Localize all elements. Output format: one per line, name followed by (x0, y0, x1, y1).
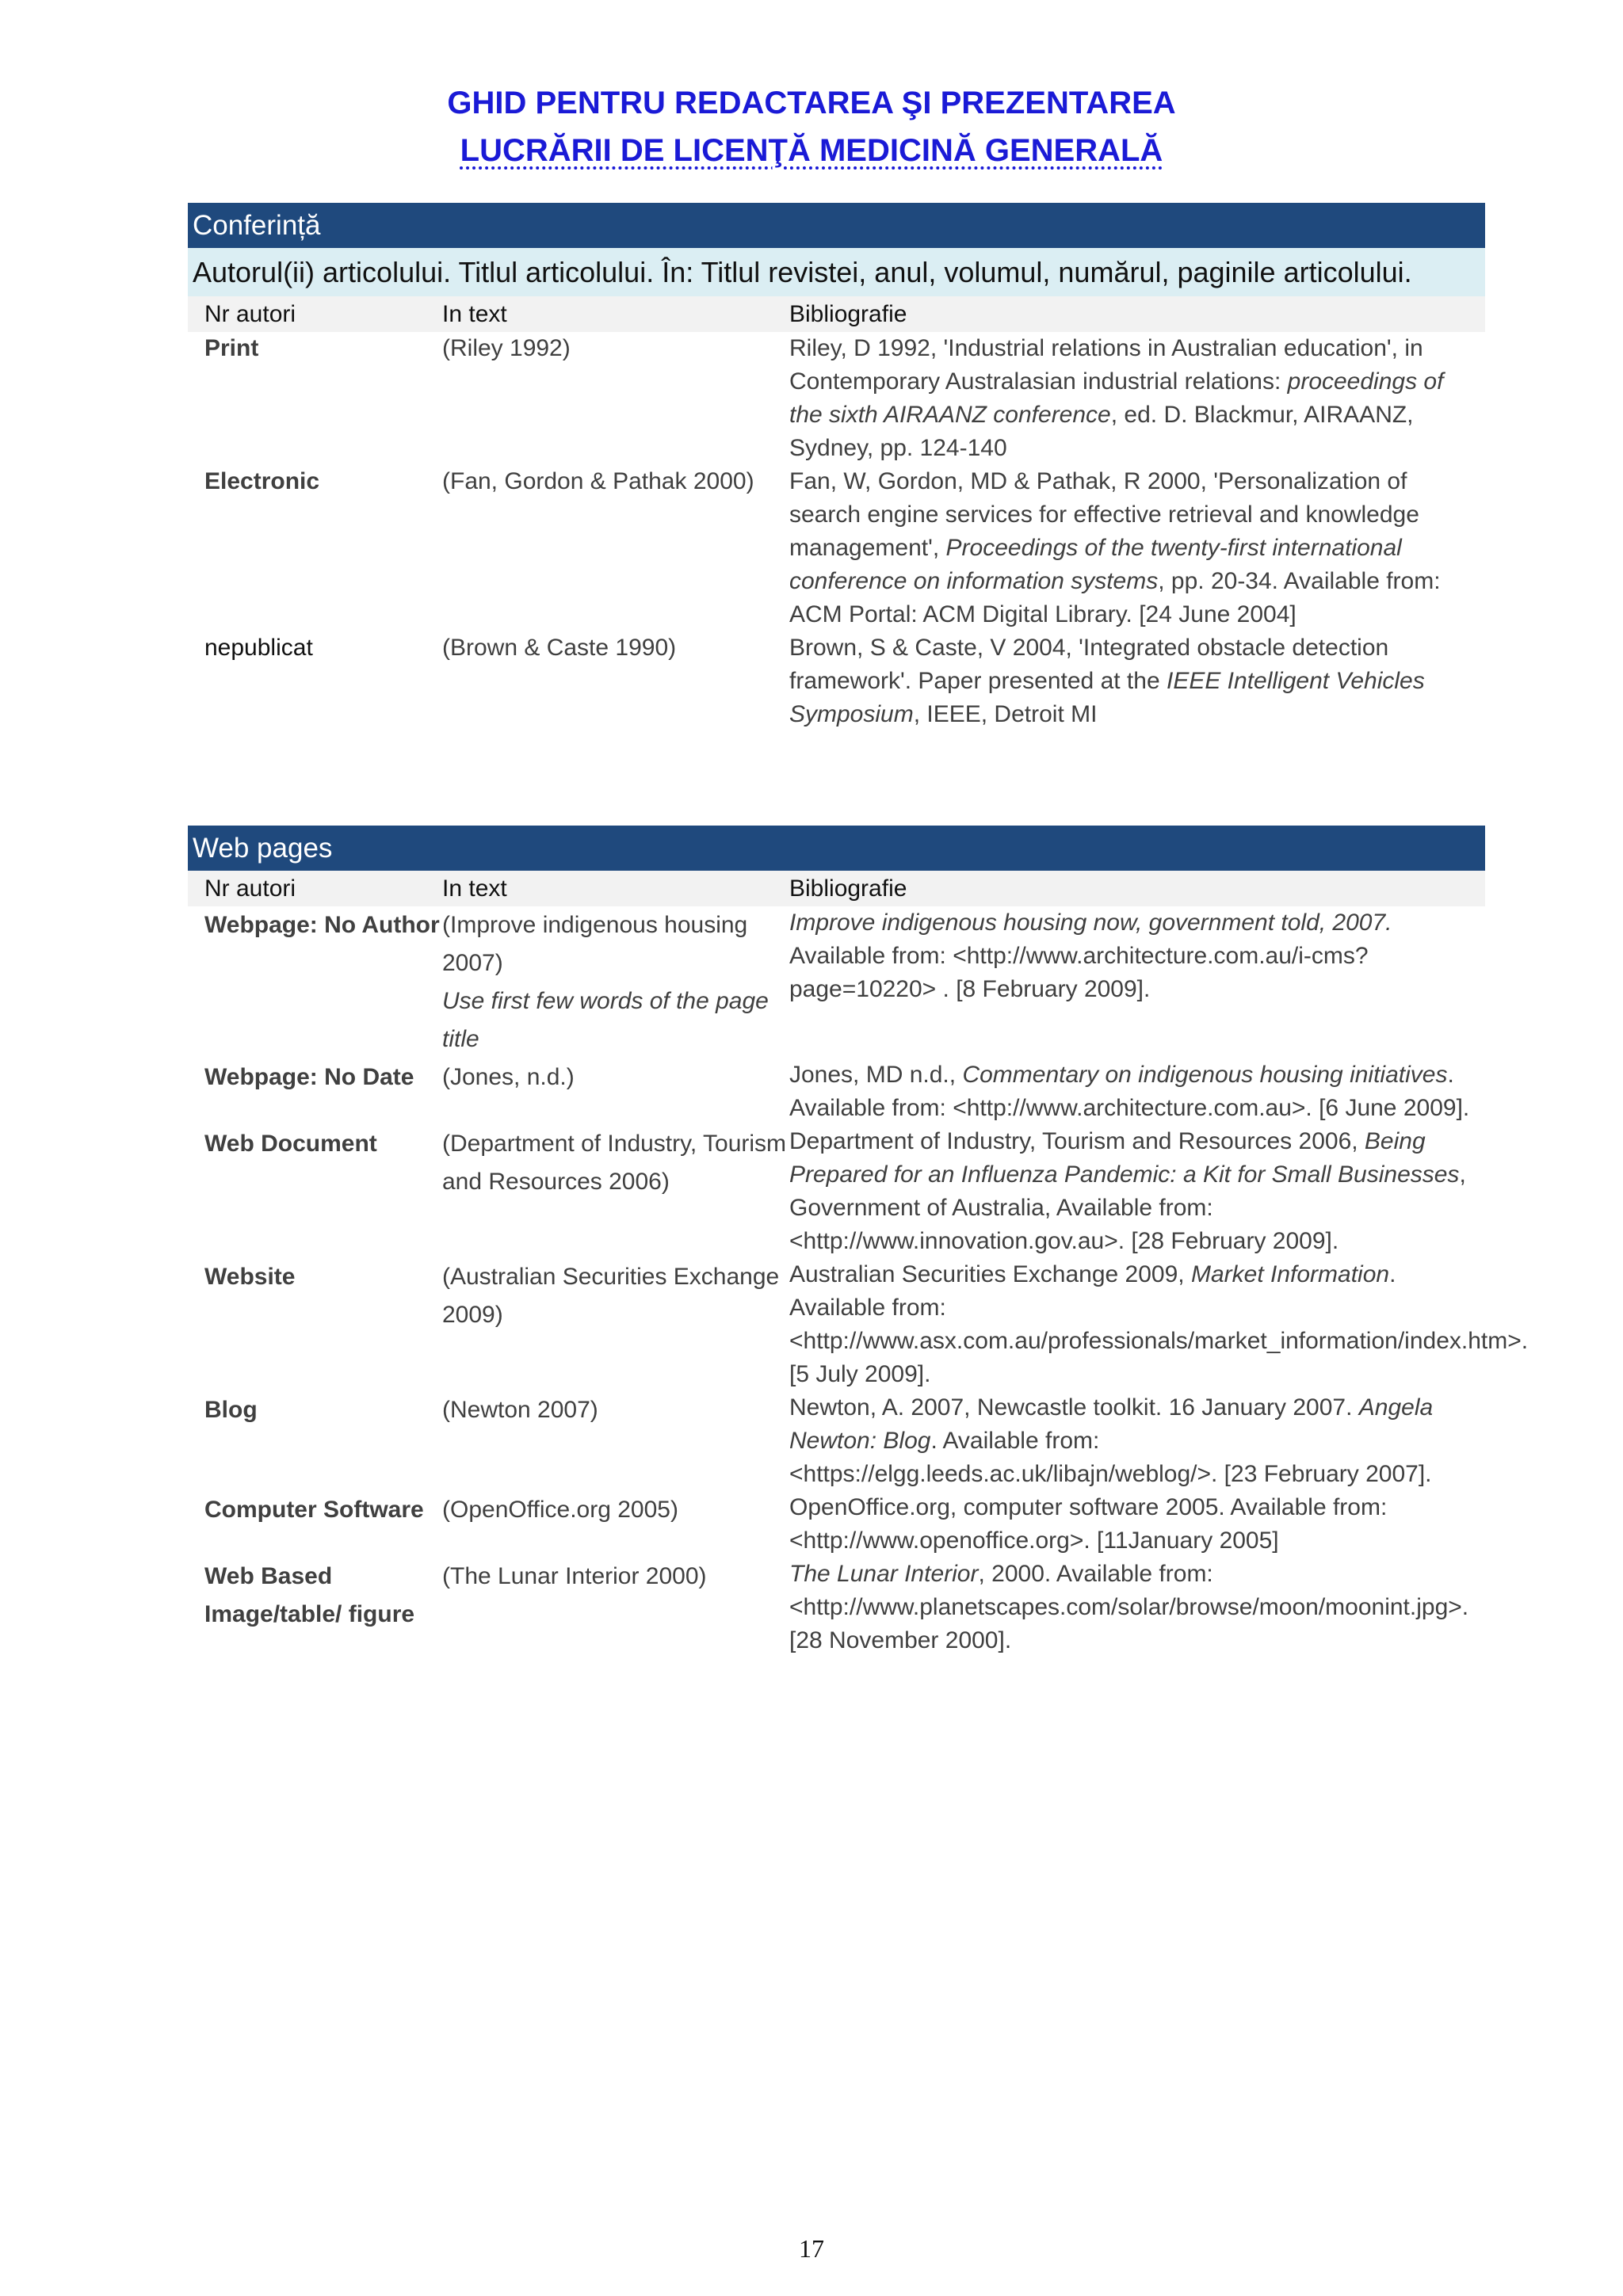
in-text-value: (Australian Securities Exchange 2009) (442, 1264, 780, 1328)
table-row (188, 631, 1485, 731)
in-text-citation (442, 1491, 789, 1558)
bibliography-entry (789, 1258, 1529, 1391)
bibliography-italic-segment: Market Information (1190, 1261, 1390, 1287)
page-header (0, 79, 1623, 174)
bibliography-segment: , pp. 20-34. Available from: ACM Portal: ACM Digital Library. [24 June 2004] (789, 568, 1441, 627)
table-row (188, 465, 1485, 631)
row-label: Web Document (204, 1131, 377, 1157)
section-web-pages (188, 826, 1529, 1657)
bibliography-italic-segment: Angela Newton: Blog (789, 1394, 1434, 1454)
bibliography-italic-segment: Commentary on indigenous housing initiatives (962, 1062, 1448, 1088)
bibliography-segment: , 2000. Available from:<http://www.planetscapes.com/solar/browse/moon/moonint.jpg>. [28 November 2000]. (789, 1561, 1469, 1653)
section-conferinta (188, 203, 1485, 731)
bibliography-entry (789, 1125, 1485, 1258)
row-label: nepublicat (204, 635, 313, 661)
column-header-bibliografie: Bibliografie (789, 875, 907, 902)
bibliography-entry (789, 1491, 1485, 1558)
bibliography-entry (789, 631, 1485, 731)
bibliography-segment: Australian Securities Exchange 2009, (789, 1261, 1191, 1287)
in-text-citation (442, 465, 789, 631)
table-row (188, 906, 1485, 1058)
row-label: Print (204, 335, 259, 361)
bibliography-entry (789, 906, 1485, 1058)
in-text-citation (442, 631, 789, 731)
table-row (188, 1125, 1485, 1258)
bibliography-italic-segment: Improve indigenous housing now, government told, 2007. (789, 910, 1392, 936)
bibliography-segment: OpenOffice.org, computer software 2005. Available from: <http://www.openoffice.org>. [11January 2005] (789, 1494, 1388, 1554)
table-row (188, 332, 1485, 465)
in-text-citation (442, 1058, 789, 1125)
in-text-citation (442, 1125, 789, 1258)
bibliography-segment: . Available from: <http://www.architecture.com.au>. [6 June 2009]. (789, 1062, 1470, 1121)
table-row (188, 1258, 1529, 1391)
in-text-value: (Department of Industry, Tourism and Resources 2006) (442, 1131, 787, 1195)
bibliography-segment: , Government of Australia, Available from: <http://www.innovation.gov.au>. [28 February 2009]. (789, 1161, 1466, 1254)
row-label: Website (204, 1264, 296, 1290)
in-text-citation (442, 332, 789, 465)
in-text-value: (Improve indigenous housing 2007) (442, 912, 748, 976)
bibliography-entry (789, 1558, 1485, 1657)
table-row (188, 1058, 1485, 1125)
in-text-citation (442, 1391, 789, 1491)
header-line-2: LUCRĂRII DE LICENŢĂ MEDICINĂ GENERALĂ (460, 133, 1163, 168)
bibliography-italic-segment: proceedings of the sixth AIRAANZ conference (789, 368, 1444, 428)
bibliography-italic-segment: Proceedings of the twenty-first international conference on information systems (789, 535, 1402, 594)
in-text-value: (Jones, n.d.) (442, 1064, 575, 1090)
section-title: Conferință (188, 203, 1485, 248)
row-label: Web Based Image/table/ figure (204, 1563, 415, 1627)
bibliography-segment: . Available from:<https://elgg.leeds.ac.uk/libajn/weblog/>. [23 February 2007]. (789, 1428, 1432, 1487)
bibliography-segment: Brown, S & Caste, V 2004, 'Integrated obstacle detection framework'. Paper presented at the (789, 635, 1389, 694)
row-label: Blog (204, 1397, 258, 1423)
bibliography-italic-segment: IEEE Intelligent Vehicles Symposium (789, 668, 1425, 727)
column-header-nr-autori: Nr autori (204, 301, 296, 327)
bibliography-segment: Riley, D 1992, 'Industrial relations in Australian education', in Contemporary Australasian industrial relations: (789, 335, 1423, 395)
bibliography-entry (789, 332, 1485, 465)
in-text-citation (442, 1258, 789, 1391)
bibliography-italic-segment: The Lunar Interior (789, 1561, 979, 1587)
header-line-1: GHID PENTRU REDACTAREA ŞI PREZENTAREA (447, 86, 1176, 120)
in-text-value: (The Lunar Interior 2000) (442, 1563, 707, 1589)
row-label: Webpage: No Date (204, 1064, 414, 1090)
in-text-value: (Fan, Gordon & Pathak 2000) (442, 468, 754, 494)
bibliography-segment: Jones, MD n.d., (789, 1062, 963, 1088)
table-row (188, 1391, 1485, 1491)
column-header-nr-autori: Nr autori (204, 875, 296, 902)
table-row (188, 1558, 1485, 1657)
bibliography-italic-segment: Being Prepared for an Influenza Pandemic: a Kit for Small Businesses (789, 1128, 1460, 1188)
bibliography-segment: Fan, W, Gordon, MD & Pathak, R 2000, 'Personalization of search engine services for effective retrieval and knowledge management', (789, 468, 1419, 561)
bibliography-segment: Department of Industry, Tourism and Resources 2006, (789, 1128, 1365, 1154)
in-text-value: (Newton 2007) (442, 1397, 598, 1423)
in-text-value: (OpenOffice.org 2005) (442, 1497, 678, 1523)
row-label: Electronic (204, 468, 320, 494)
in-text-citation (442, 1558, 789, 1657)
column-header-in-text: In text (442, 301, 507, 327)
section-title: Web pages (188, 826, 1485, 871)
in-text-value: (Riley 1992) (442, 335, 571, 361)
bibliography-entry (789, 1391, 1485, 1491)
bibliography-segment: Newton, A. 2007, Newcastle toolkit. 16 January 2007. (789, 1394, 1359, 1421)
bibliography-segment: , IEEE, Detroit MI (913, 701, 1098, 727)
reference-table-body (188, 332, 1485, 731)
reference-table-body (188, 906, 1529, 1657)
row-label: Webpage: No Author (204, 912, 440, 938)
bibliography-segment: , ed. D. Blackmur, AIRAANZ, Sydney, pp. 124-140 (789, 402, 1414, 461)
bibliography-entry (789, 1058, 1485, 1125)
column-header-row (188, 296, 1485, 332)
bibliography-segment: Available from: <http://www.architecture.com.au/i-cms?page=10220> . [8 February 2009]. (789, 943, 1369, 1002)
in-text-value: (Brown & Caste 1990) (442, 635, 677, 661)
page-number: 17 (799, 2234, 824, 2263)
bibliography-segment: . Available from:<http://www.asx.com.au/professionals/market_information/index.htm>. [5 July 2009]. (789, 1261, 1529, 1387)
column-header-in-text: In text (442, 875, 507, 902)
in-text-citation (442, 906, 789, 1058)
row-label: Computer Software (204, 1497, 424, 1523)
section-description: Autorul(ii) articolului. Titlul articolului. În: Titlul revistei, anul, volumul, numărul, paginile articolului. (188, 248, 1485, 296)
column-header-bibliografie: Bibliografie (789, 301, 907, 327)
in-text-note: Use first few words of the page title (442, 988, 769, 1052)
bibliography-entry (789, 465, 1485, 631)
table-row (188, 1491, 1485, 1558)
column-header-row (188, 871, 1485, 906)
